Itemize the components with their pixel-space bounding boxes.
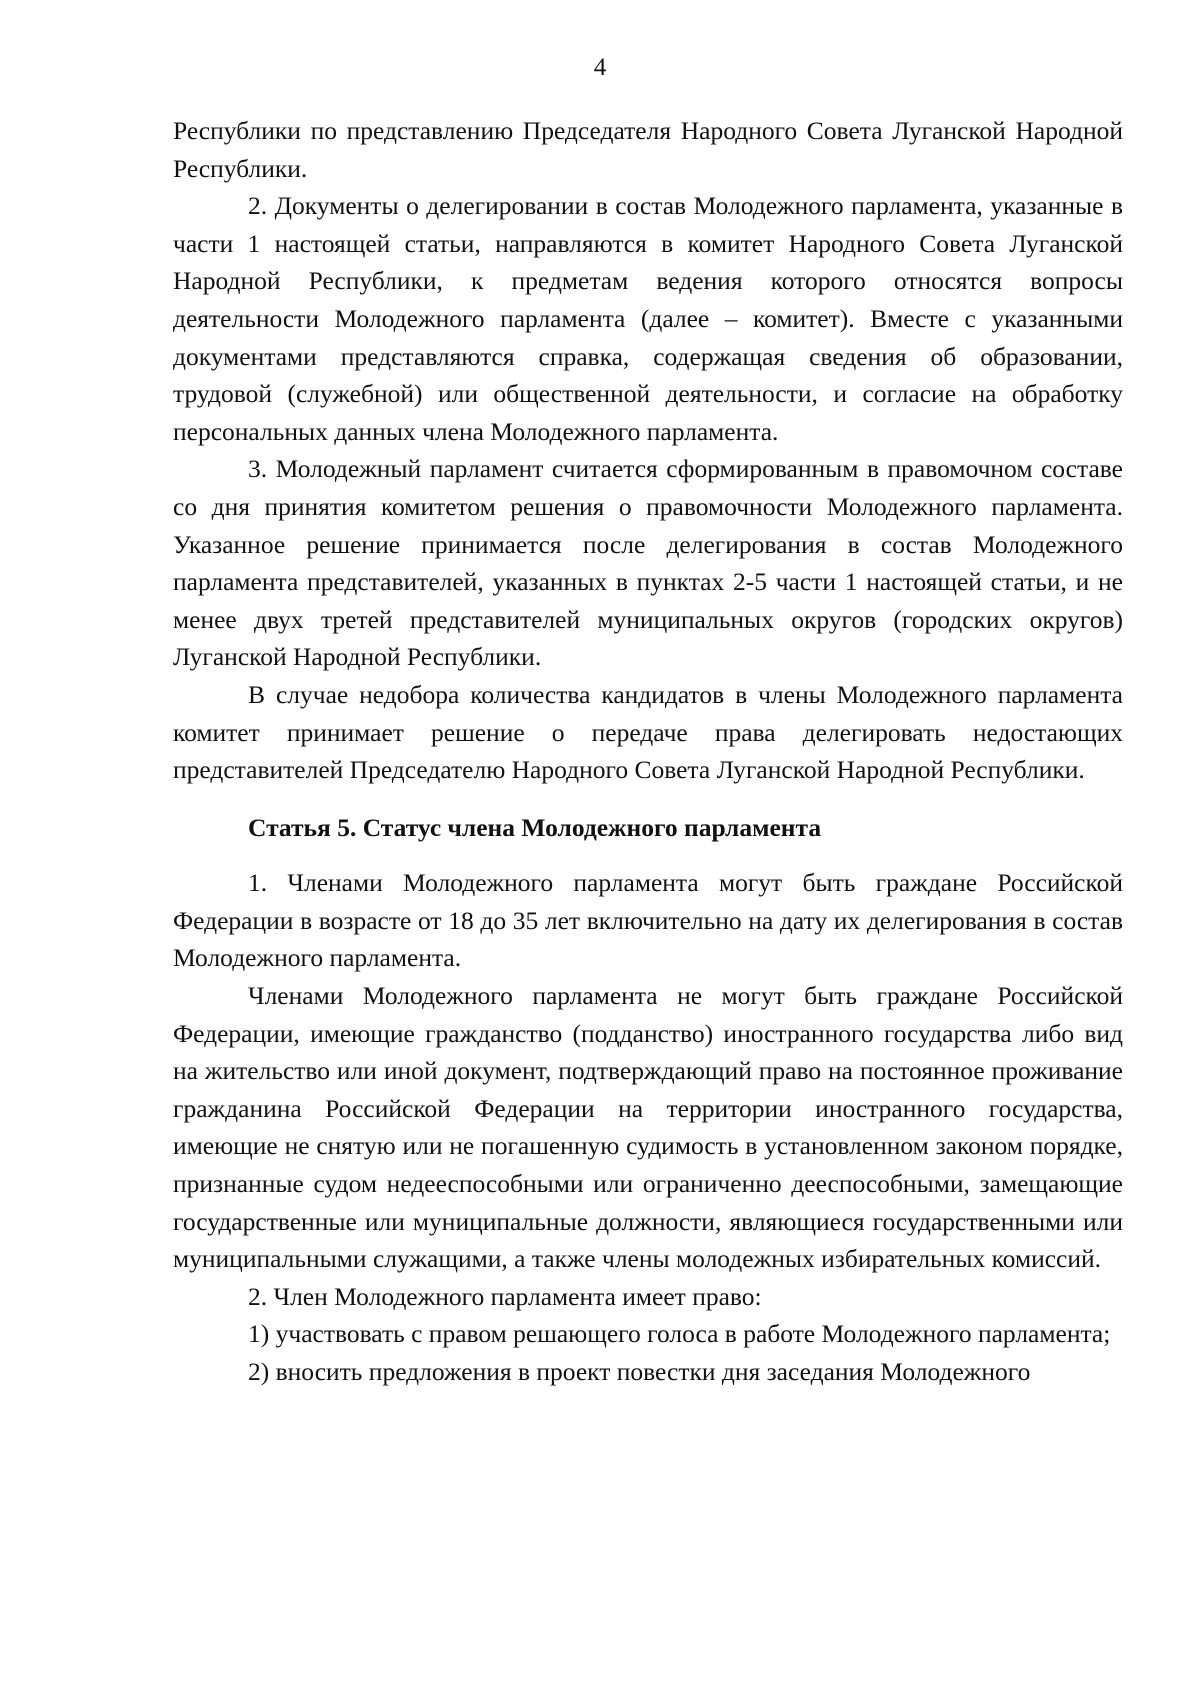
paragraph-membership-eligibility: 1. Членами Молодежного парламента могут быть граждане Российской Федерации в возрасте от 18 до 35 лет включительно на дату их делегирования в состав Молодежного парламента.	[173, 868, 1123, 973]
document-body	[173, 112, 1123, 1391]
paragraph-shortage-of-candidates: В случае недобора количества кандидатов в члены Молодежного парламента комитет принимает решение о передаче права делегировать недостающих представителей Председателю Народного Совета Луганской Народной Республики.	[173, 679, 1123, 785]
paragraph-item-3: 3. Молодежный парламент считается сформированным в правомочном составе со дня принятия комитетом решения о правомочности Молодежного парламента. Указанное решение принимается после делегирования в состав Молодежного парламента представителей, указанных в пунктах 2-5 части 1 настоящей статьи, и не менее двух третей представителей муниципальных округов (городских округов) Луганской Народной Республики.	[173, 454, 1123, 672]
page-number: 4	[593, 54, 607, 81]
article-5-heading: Статья 5. Статус члена Молодежного парламента	[248, 812, 822, 842]
paragraph-right-1: 1) участвовать с правом решающего голоса в работе Молодежного парламента;	[248, 1319, 1111, 1349]
paragraph-item-2: 2. Документы о делегировании в состав Молодежного парламента, указанные в части 1 настоящей статьи, направляются в комитет Народного Совета Луганской Народной Республики, к предметам ведения которого относятся вопросы деятельности Молодежного парламента (далее – комитет). Вместе с указанными документами представляются справка, содержащая сведения об образовании, трудовой (служебной) или общественной деятельности, и согласие на обработку персональных данных члена Молодежного парламента.	[173, 191, 1123, 446]
paragraph-right-2: 2) вносить предложения в проект повестки дня заседания Молодежного	[248, 1357, 1031, 1386]
paragraph-continuation: Республики по представлению Председателя Народного Совета Луганской Народной Республики.	[173, 116, 1123, 183]
paragraph-member-rights-intro: 2. Член Молодежного парламента имеет право:	[248, 1281, 762, 1311]
paragraph-membership-restrictions: Членами Молодежного парламента не могут быть граждане Российской Федерации, имеющие гражданство (подданство) иностранного государства либо вид на жительство или иной документ, подтверждающий право на постоянное проживание гражданина Российской Федерации на территории иностранного государства, имеющие не снятую или не погашенную судимость в установленном законом порядке, признанные судом недееспособными или ограниченно дееспособными, замещающие государственные или муниципальные должности, являющиеся государственными или муниципальными служащими, а также члены молодежных избирательных комиссий.	[173, 981, 1123, 1274]
